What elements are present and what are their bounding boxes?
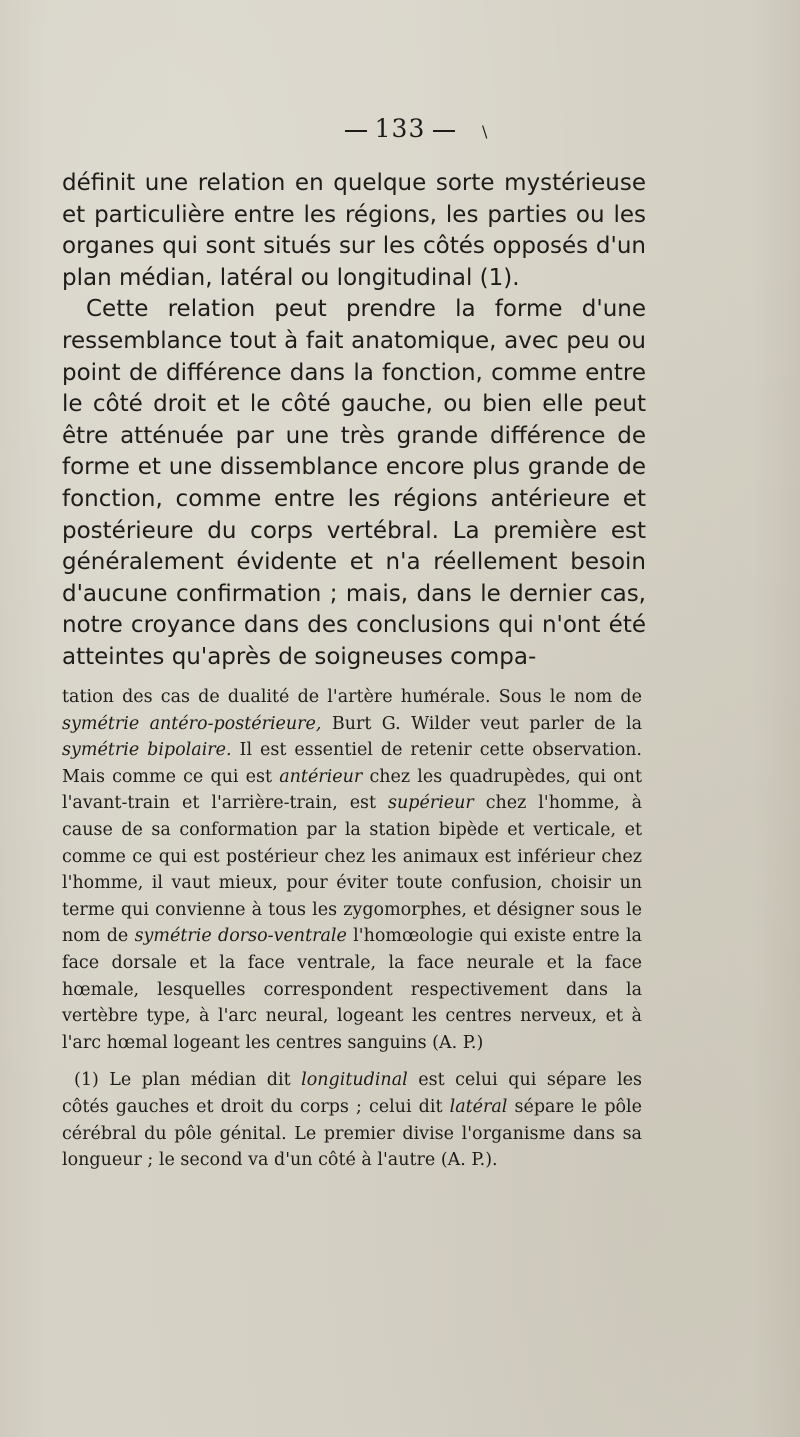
fn1-text-1: (1) Le plan médian dit (74, 1070, 302, 1091)
fn-text-1: tation des cas de dualité de l'artère humérale. Sous le nom de (62, 687, 642, 707)
fn1-text-3: sépare le pôle cérébral du pôle génital. Le premier divise l'organisme dans sa longueur ; le second va d'un côté à l'autre (A. P.). (62, 1096, 643, 1171)
footnotes (62, 684, 642, 1174)
fn-text-5: chez l'homme, à cause de sa conformation par la station bipède et verticale, et comme ce qui est postérieur chez les animaux est inférieur chez l'homme, il vaut mieux, pour éviter toute confusion, choisir un terme qui convienne à tous les zygomorphes, et désigner sous le nom de (62, 793, 642, 947)
footnote-1 (62, 1067, 642, 1173)
left-dash (345, 130, 367, 132)
stray-mark: \ (482, 122, 489, 141)
fn-italic-4: supérieur (388, 793, 474, 814)
fn1-italic-2: latéral (449, 1096, 508, 1117)
fn-text-6: l'homœologie qui existe entre la face dorsale et la face ventrale, la face neurale et la face hœmale, lesquelles correspondent respectivement dans la vertèbre type, à l'arc neural, logeant les centres nerveux, et à l'arc hœmal logeant les centres sanguins (A. P.) (62, 926, 642, 1053)
fn1-italic-1: longitudinal (301, 1070, 408, 1091)
paragraph-1: définit une relation en quelque sorte mystérieuse et particulière entre les régions, les parties ou les organes qui sont situés sur les côtés opposés d'un plan médian, latéral ou longitudinal (1). (62, 170, 646, 291)
fn1-text-2: est celui qui sépare les côtés gauches et droit du corps ; celui dit (62, 1070, 642, 1117)
main-text (62, 168, 646, 674)
page-number: 133 (374, 114, 426, 143)
fn-italic-5: symétrie dorso-ventrale (134, 926, 347, 947)
fn-italic-2: symétrie bipolaire. (62, 740, 232, 761)
footnote-continuation (62, 684, 642, 1056)
paragraph-2: Cette relation peut prendre la forme d'une ressemblance tout à fait anatomique, avec peu ou point de différence dans la fonction, comme entre le côté droit et le côté gauche, ou bien elle peut être atténuée par une très grande différence de forme et une dissemblance encore plus grande de fonction, comme entre les régions antérieure et postérieure du corps vertébral. La première est généralement évidente et n'a réellement besoin d'aucune confirmation ; mais, dans le dernier cas, notre croyance dans des conclusions qui n'ont été atteintes qu'après de soigneuses compa- (62, 296, 646, 670)
right-dash (433, 130, 455, 132)
fn-text-4: chez les quadrupèdes, qui ont l'avant-train et l'arrière-train, est (62, 766, 642, 814)
fn-italic-3: antérieur (279, 766, 363, 787)
fn-text-3: Il est essentiel de retenir cette observation. Mais comme ce qui est (62, 740, 642, 787)
fn-italic-1: symétrie antéro-postérieure, (62, 713, 322, 734)
page-header (0, 114, 800, 143)
fn-text-2: Burt G. Wilder veut parler de la (321, 713, 643, 734)
